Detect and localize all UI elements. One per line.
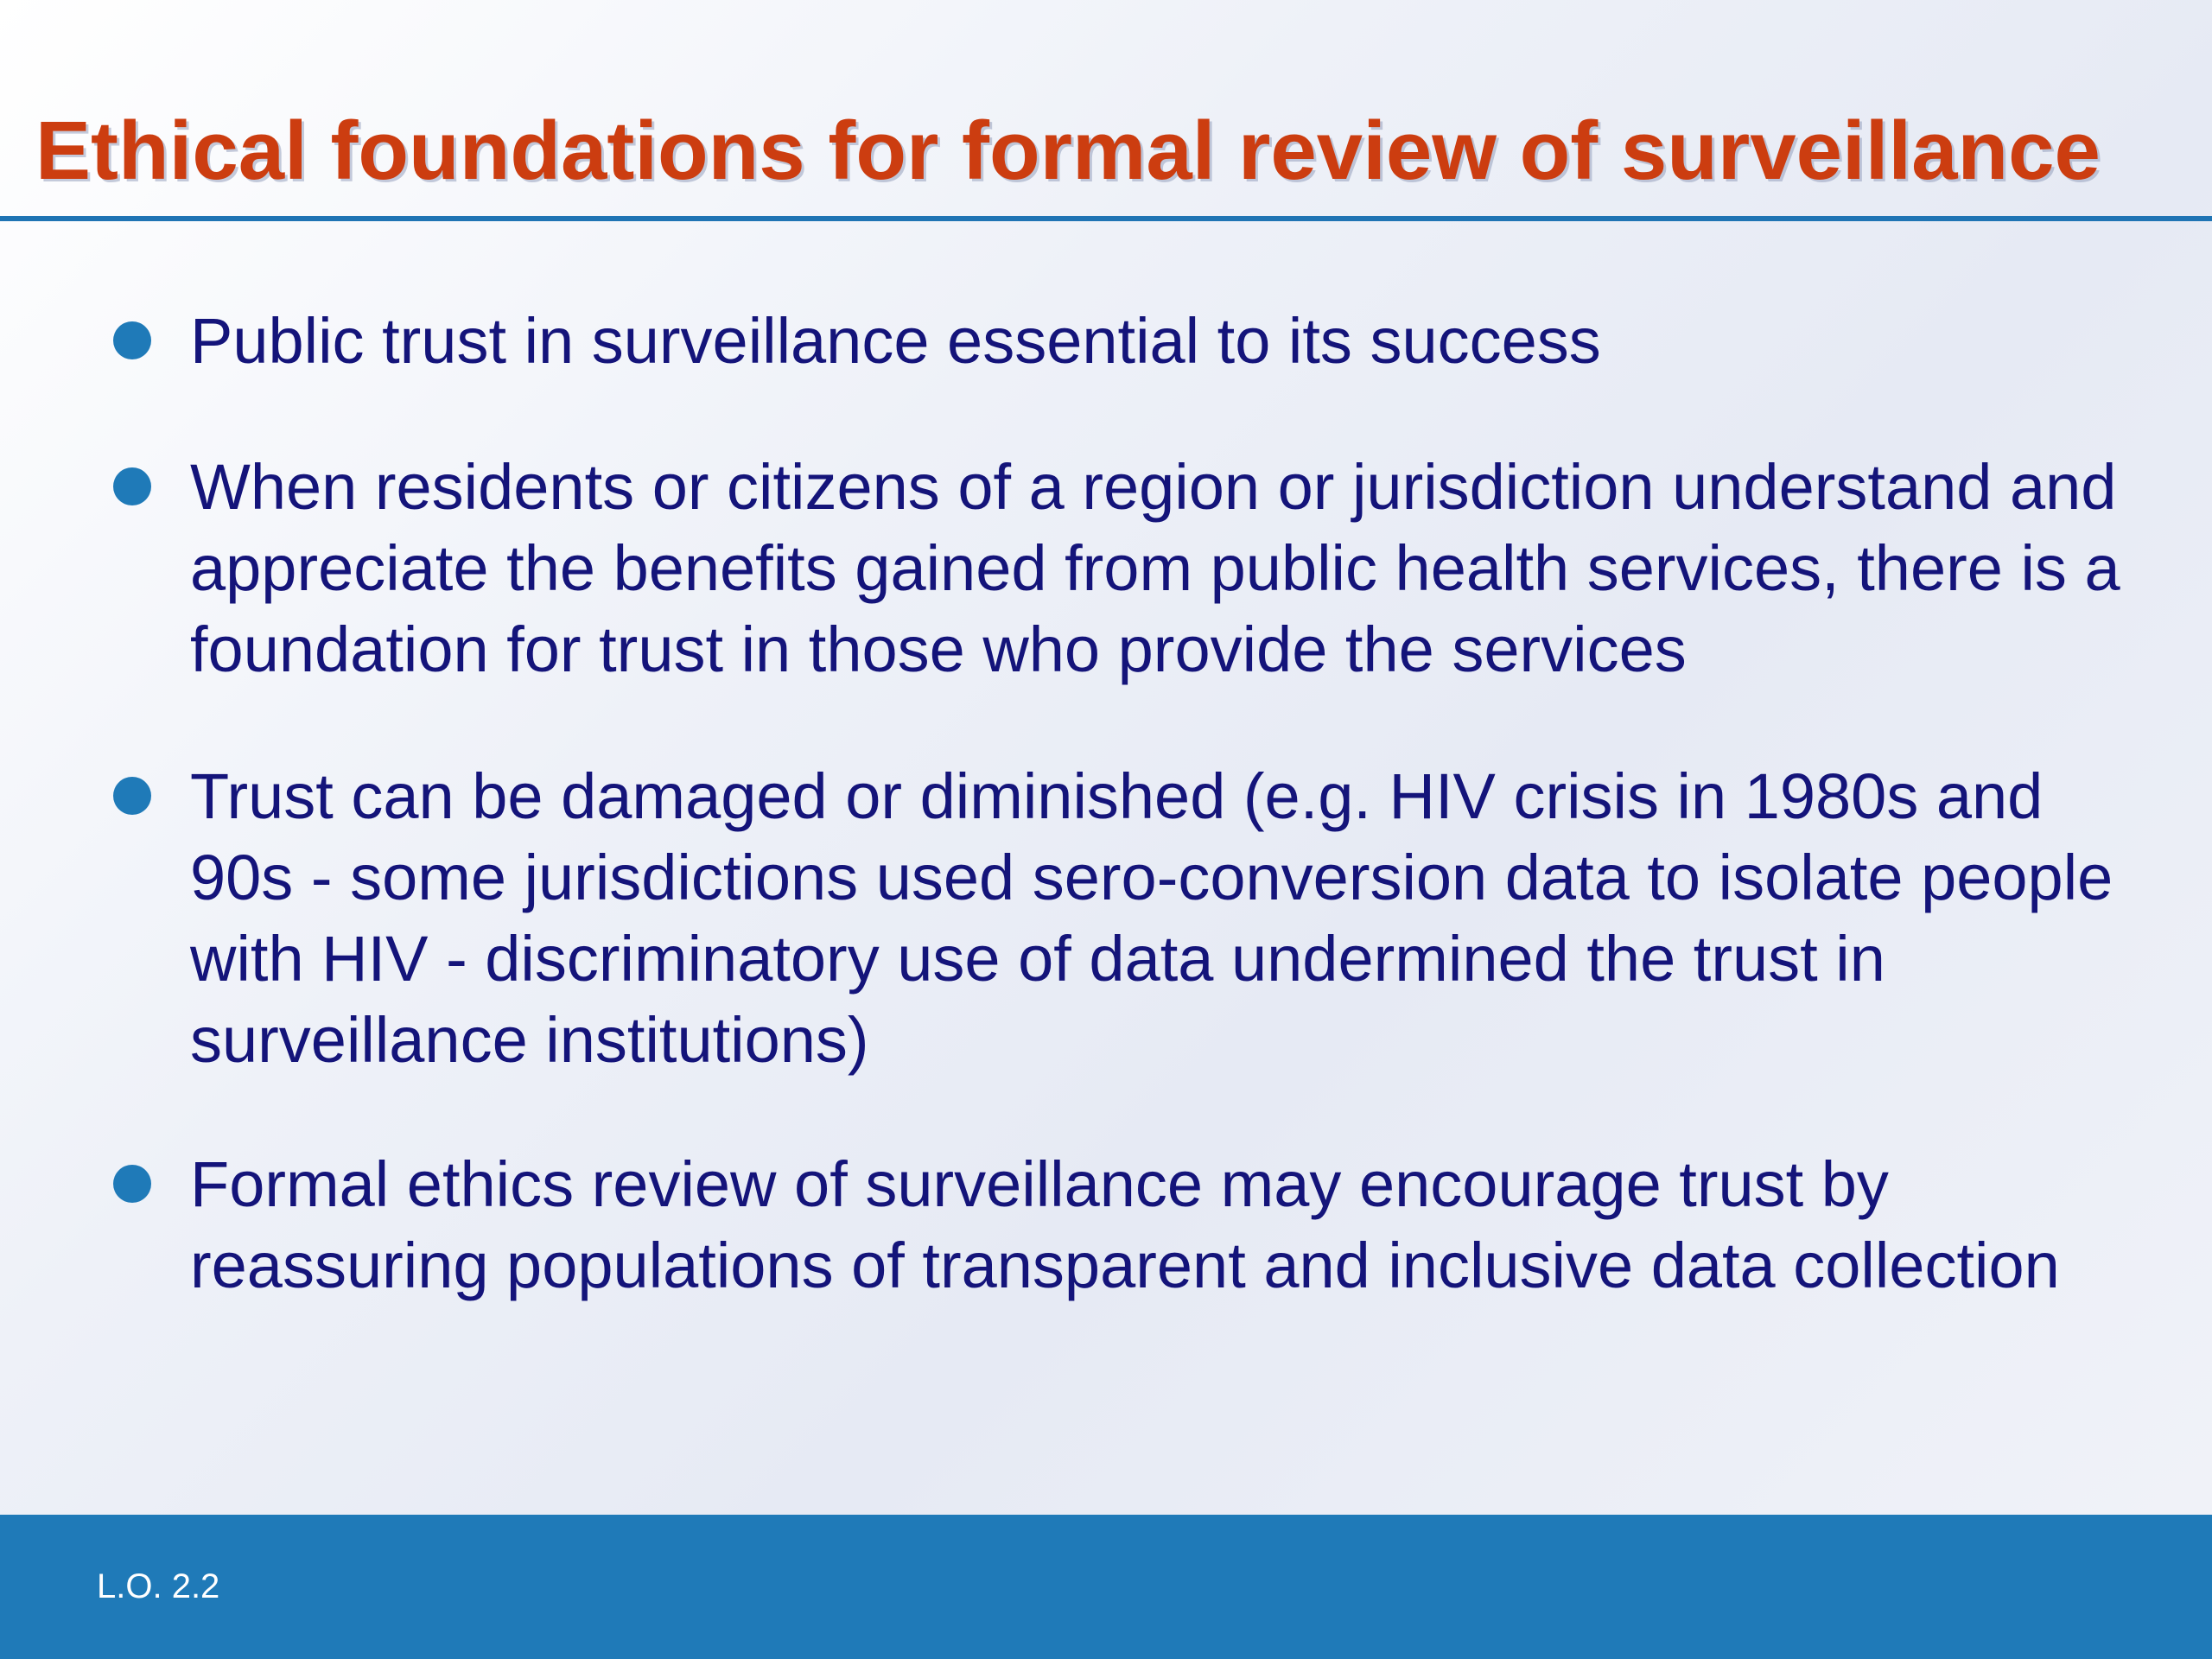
title-divider xyxy=(0,216,2212,221)
bullet-text: Trust can be damaged or diminished (e.g. HIV crisis in 1980s and 90s - some jurisdictions used sero-conversion data to isolate people with HIV - discriminatory use of data undermined the trust in surveillance institutions) xyxy=(190,760,2113,1076)
bullet-text: Public trust in surveillance essential to its success xyxy=(190,305,1601,377)
learning-objective-label: L.O. 2.2 xyxy=(97,1567,220,1605)
footer-bar xyxy=(0,1515,2212,1659)
bullet-text: Formal ethics review of surveillance may encourage trust by reassuring populations of transparent and inclusive data collection xyxy=(190,1148,2060,1301)
bullet-dot-icon xyxy=(113,467,151,505)
slide-title: Ethical foundations for formal review of surveillance xyxy=(35,105,2101,197)
bullet-text: When residents or citizens of a region or jurisdiction understand and appreciate the benefits gained from public health services, there is a foundation for trust in those who provide the services xyxy=(190,451,2120,685)
bullet-dot-icon xyxy=(113,1165,151,1203)
bullet-dot-icon xyxy=(113,321,151,359)
bullet-dot-icon xyxy=(113,777,151,815)
